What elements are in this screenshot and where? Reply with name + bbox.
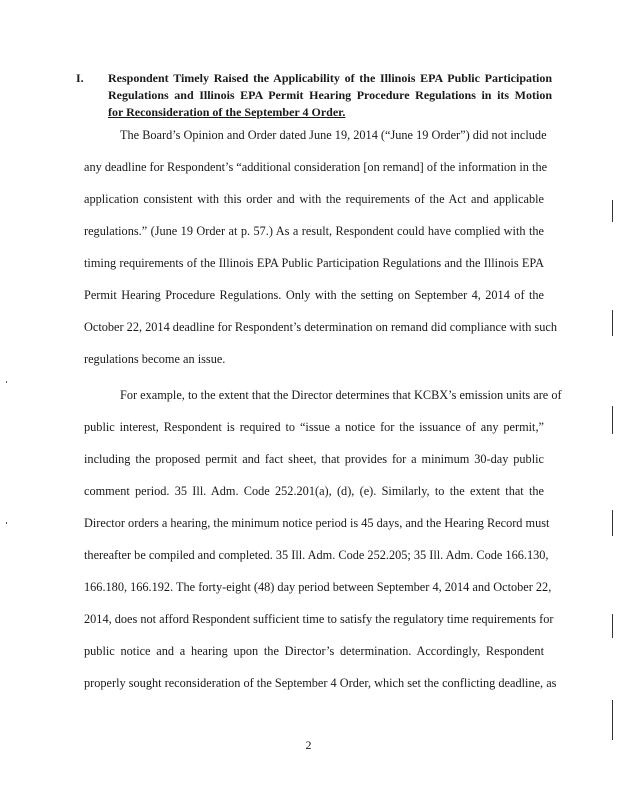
paragraph-2-line: 166.180, 166.192. The forty-eight (48) day period between September 4, 2014 and October 22, — [84, 580, 552, 594]
scan-margin-mark — [612, 510, 613, 536]
paragraph-2-line: public notice and a hearing upon the Director’s determination. Accordingly, Respondent — [84, 644, 544, 658]
paragraph-2-line: Director orders a hearing, the minimum notice period is 45 days, and the Hearing Record must — [84, 516, 550, 530]
scan-margin-mark — [612, 200, 613, 222]
paragraph-2-line: For example, to the extent that the Director determines that KCBX’s emission units are of — [120, 388, 562, 402]
paragraph-1-line: timing requirements of the Illinois EPA Public Participation Regulations and the Illinois EPA — [84, 256, 544, 270]
heading-line: Regulations and Illinois EPA Permit Hearing Procedure Regulations in its Motion — [108, 88, 552, 102]
paragraph-1-line: regulations.” (June 19 Order at p. 57.) As a result, Respondent could have complied with the — [84, 224, 544, 238]
paragraph-1-line: The Board’s Opinion and Order dated June 19, 2014 (“June 19 Order”) did not include — [120, 128, 547, 142]
paragraph-1-line: Permit Hearing Procedure Regulations. Only with the setting on September 4, 2014 of the — [84, 288, 544, 302]
paragraph-2-line: comment period. 35 Ill. Adm. Code 252.201(a), (d), (e). Similarly, to the extent that the — [84, 484, 544, 498]
scan-margin-mark — [612, 700, 613, 740]
paragraph-2-line: public interest, Respondent is required to “issue a notice for the issuance of any permit,” — [84, 420, 544, 434]
scan-margin-mark — [612, 406, 613, 434]
paragraph-1-line: any deadline for Respondent’s “additional consideration [on remand] of the information in the — [84, 160, 548, 174]
paragraph-2-line: thereafter be compiled and completed. 35 Ill. Adm. Code 252.205; 35 Ill. Adm. Code 166.130, — [84, 548, 549, 562]
paragraph-2-line: including the proposed permit and fact sheet, that provides for a minimum 30-day public — [84, 452, 544, 466]
scan-margin-mark — [612, 614, 613, 638]
paragraph-2-line: properly sought reconsideration of the September 4 Order, which set the conflicting deadline, as — [84, 676, 557, 690]
scan-speck — [6, 522, 7, 524]
paragraph-2-line: 2014, does not afford Respondent sufficient time to satisfy the regulatory time requirements for — [84, 612, 554, 626]
section-title — [108, 70, 552, 121]
heading-line: for Reconsideration of the September 4 Order. — [108, 105, 346, 119]
heading-line: Respondent Timely Raised the Applicability of the Illinois EPA Public Participation — [108, 71, 552, 85]
paragraph-1-line: application consistent with this order and with the requirements of the Act and applicable — [84, 192, 544, 206]
paragraph-1-line: regulations become an issue. — [84, 352, 226, 366]
page-number: 2 — [305, 738, 312, 752]
section-number: I. — [76, 71, 84, 85]
scan-margin-mark — [612, 310, 613, 336]
scan-speck — [6, 381, 7, 383]
paragraph-1-line: October 22, 2014 deadline for Respondent’s determination on remand did compliance with such — [84, 320, 557, 334]
